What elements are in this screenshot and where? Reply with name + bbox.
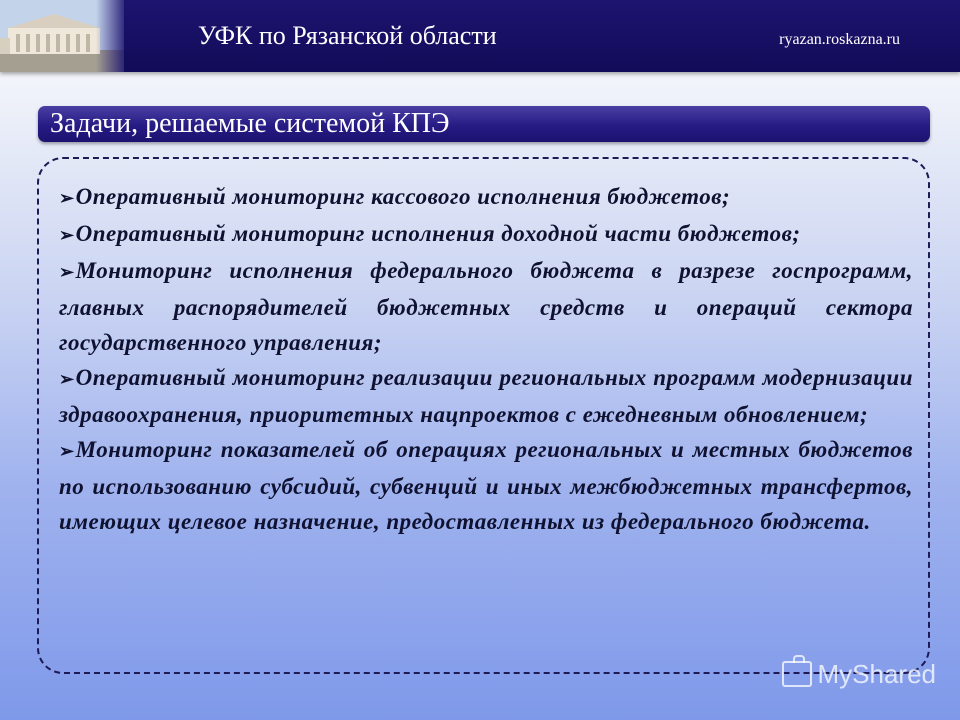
watermark-logo (782, 658, 937, 690)
list-item (59, 253, 913, 360)
header-bar (0, 0, 960, 72)
tasks-list (59, 179, 913, 539)
section-title: Задачи, решаемые системой КПЭ (50, 108, 450, 139)
section-title-bar (38, 106, 930, 142)
list-item (59, 216, 913, 253)
arrow-right-icon: ➢ (59, 262, 75, 282)
list-item (59, 432, 913, 539)
site-url[interactable]: ryazan.roskazna.ru (779, 31, 900, 48)
arrow-right-icon: ➢ (59, 188, 75, 208)
header-title: УФК по Рязанской области (198, 21, 497, 50)
task-text: Оперативный мониторинг кассового исполнения бюджетов; (75, 184, 731, 209)
list-item (59, 360, 913, 432)
task-text: Мониторинг показателей об операциях региональных и местных бюджетов по использованию субсидий, субвенций и иных межбюджетных трансфертов, имеющих целевое назначение, предоставленных из федерального бюджета. (59, 437, 913, 534)
list-item (59, 179, 913, 216)
task-text: Мониторинг исполнения федерального бюджета в разрезе госпрограмм, главных распорядителей бюджетных средств и операций сектора государственного управления; (59, 258, 913, 355)
presentation-icon (782, 661, 812, 687)
arrow-right-icon: ➢ (59, 369, 75, 389)
task-text: Оперативный мониторинг реализации региональных программ модернизации здравоохранения, приоритетных нацпроектов с ежедневным обновлением; (59, 365, 913, 427)
watermark-text: MyShared (817, 658, 936, 689)
building-photo (0, 0, 124, 72)
arrow-right-icon: ➢ (59, 225, 75, 245)
task-text: Оперативный мониторинг исполнения доходной части бюджетов; (75, 221, 801, 246)
arrow-right-icon: ➢ (59, 441, 75, 461)
tasks-panel (37, 157, 930, 674)
